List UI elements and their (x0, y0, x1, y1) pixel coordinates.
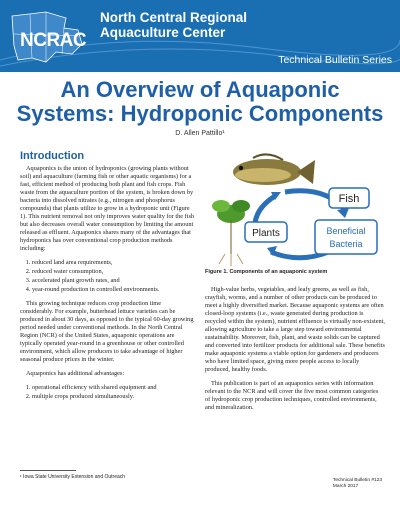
organization-name (100, 10, 247, 40)
right-column (205, 286, 385, 418)
bacteria-label-1: Beneficial (326, 226, 366, 236)
series-label: Technical Bulletin Series (278, 54, 392, 66)
right-paragraph-2: This publication is part of an aquaponics series with information relevant to the NCR and will cover the five most common categories of hydroponic crop production techniques, controlled environments, and mineralization. (205, 380, 379, 411)
bacteria-label-2: Bacteria (329, 239, 363, 249)
plants-label: Plants (252, 228, 280, 239)
title-line-2: Systems: Hydroponic Components (16, 101, 384, 126)
right-paragraph-1: High-value herbs, vegetables, and leafy greens, as well as fish, crayfish, worms, and a number of other products can be produced to meet a highly diversified market. Because aquaponic systems are often closed-loop systems (i.e., waste generated during production is recycled within the system), nutrient effluence is virtually non-existent, allowing agriculture to take a large step toward environmental sustainability. Moreover, fish, plant, and waste solids can be captured and converted into fertilizer products for additional sale. These benefits make aquaponic systems a viable option for gardeners and producers who have limited space, giving more people access to locally produced, healthy foods. (205, 286, 385, 373)
bulletin-date: March 2017 (332, 484, 359, 489)
org-line-1: North Central Regional (100, 10, 248, 25)
list-item: 4. year-round production in controlled environments. (32, 286, 195, 294)
list-item: 1. reduced land area requirements, (32, 259, 195, 267)
fish-illustration (233, 154, 315, 185)
bulletin-number: Technical Bulletin #123 (332, 478, 382, 483)
list-item: 2. multiple crops produced simultaneously. (32, 393, 195, 401)
intro-paragraph-1: Aquaponics is the union of hydroponics (growing plants without soil) and aquaculture (farming fish or other aquatic organisms) for a fast, efficient method of producing both plant and fish crops. Fish waste from the aquaculture portion of the system, is broken down by bacteria into dissolved nitrates (e.g., nitrogen and phosphorus compounds) that plants utilize to grow in a hydroponic unit (Figure 1). This nutrient removal not only improves water quality for the fish but also decreases overall water consumption by limiting the amount released as effluent. Aquaponics shares many of the advantages that hydroponics has over conventional crop production methods including: (20, 165, 195, 252)
advantages-list (32, 259, 195, 294)
footnote: ¹ Iowa State University Extension and Outreach (20, 474, 126, 480)
left-column (20, 150, 195, 407)
author: D. Allen Pattillo¹ (175, 130, 225, 137)
list-item: 1. operational efficiency with shared equipment and (32, 384, 195, 392)
header-banner (0, 0, 400, 72)
figure-caption: Figure 1. Components of an aquaponic system (205, 269, 328, 275)
list-item: 2. reduced water consumption, (32, 268, 195, 276)
intro-paragraph-2: This growing technique reduces crop production time considerably. For example, butterhead lettuce varieties can be produced in about 30 days, as opposed to the typical 60-day growing period needed under conventional methods. In the North Central Region (NCR) of the United States, aquaponic operations are typically operated year-round in a greenhouse or other controlled environment, which allow producers to take advantage of higher seasonal produce prices in the winter. (20, 300, 194, 363)
logo-text: NCRAC (20, 30, 87, 51)
bulletin-info (333, 478, 382, 490)
aquaponic-components-figure (205, 150, 385, 270)
fish-label: Fish (338, 193, 360, 205)
introduction-heading: Introduction (20, 150, 85, 162)
list-item: 3. accelerated plant growth rates, and (32, 277, 195, 285)
ncrac-logo (6, 8, 94, 71)
org-line-2: Aquaculture Center (100, 25, 226, 40)
intro-paragraph-3: Aquaponics has additional advantages: (26, 370, 125, 377)
document-title (0, 78, 400, 126)
title-line-1: An Overview of Aquaponic (60, 77, 340, 102)
additional-advantages-list (32, 384, 195, 401)
footnote-rule (20, 470, 76, 471)
